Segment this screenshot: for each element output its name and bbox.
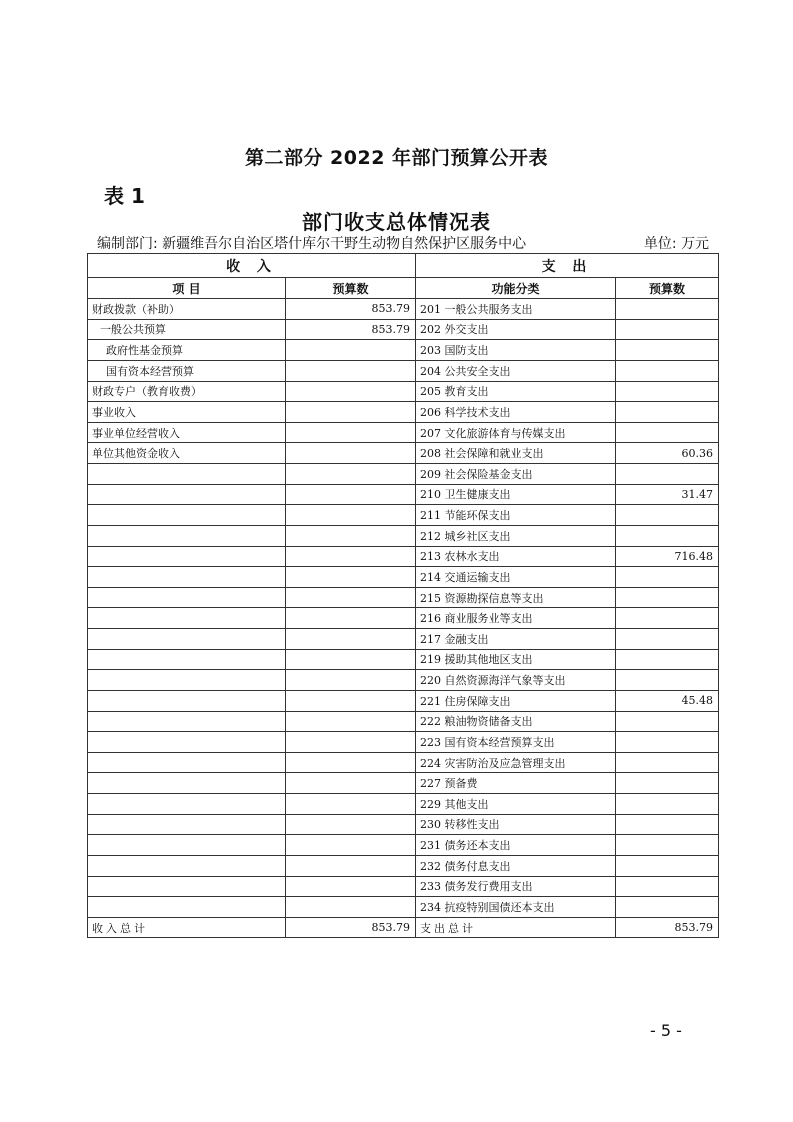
expense-item: 214 交通运输支出 <box>416 567 616 588</box>
expense-value <box>616 402 719 423</box>
expense-value <box>616 629 719 650</box>
income-item <box>88 835 286 856</box>
table-row <box>88 484 719 505</box>
budget-table <box>87 253 719 938</box>
income-value <box>286 773 416 794</box>
table-row <box>88 876 719 897</box>
expense-item: 221 住房保障支出 <box>416 690 616 711</box>
expense-item: 216 商业服务业等支出 <box>416 608 616 629</box>
income-item: 单位其他资金收入 <box>88 443 286 464</box>
expense-value <box>616 340 719 361</box>
table-row <box>88 670 719 691</box>
table-row <box>88 360 719 381</box>
expense-value <box>616 773 719 794</box>
expense-value <box>616 794 719 815</box>
expense-total-label: 支出总计 <box>416 917 616 938</box>
income-item <box>88 649 286 670</box>
table-row <box>88 381 719 402</box>
expense-item: 219 援助其他地区支出 <box>416 649 616 670</box>
income-value <box>286 464 416 485</box>
expense-total-value: 853.79 <box>616 917 719 938</box>
expense-value <box>616 835 719 856</box>
expense-item: 223 国有资本经营预算支出 <box>416 732 616 753</box>
expense-value <box>616 711 719 732</box>
income-item <box>88 670 286 691</box>
table-row <box>88 835 719 856</box>
header-income: 收 入 <box>88 254 416 278</box>
expense-value: 45.48 <box>616 690 719 711</box>
table-meta <box>97 233 709 253</box>
income-value: 853.79 <box>286 299 416 320</box>
expense-item: 215 资源勘探信息等支出 <box>416 587 616 608</box>
expense-item: 210 卫生健康支出 <box>416 484 616 505</box>
income-value <box>286 649 416 670</box>
page-number: - 5 - <box>650 1021 682 1040</box>
expense-item: 204 公共安全支出 <box>416 360 616 381</box>
income-value <box>286 711 416 732</box>
table-row <box>88 340 719 361</box>
income-item <box>88 732 286 753</box>
expense-item: 211 节能环保支出 <box>416 505 616 526</box>
income-item: 事业收入 <box>88 402 286 423</box>
table-row <box>88 814 719 835</box>
table-number: 表 1 <box>104 184 145 208</box>
income-item: 政府性基金预算 <box>88 340 286 361</box>
table-row <box>88 711 719 732</box>
header-item: 项 目 <box>88 278 286 299</box>
income-item <box>88 794 286 815</box>
expense-value: 31.47 <box>616 484 719 505</box>
expense-value <box>616 525 719 546</box>
income-total-label: 收入总计 <box>88 917 286 938</box>
expense-item: 217 金融支出 <box>416 629 616 650</box>
table-row <box>88 587 719 608</box>
income-item: 事业单位经营收入 <box>88 422 286 443</box>
header-row-sub <box>88 278 719 299</box>
income-item: 财政专户（教育收费） <box>88 381 286 402</box>
table-row <box>88 402 719 423</box>
income-value <box>286 876 416 897</box>
income-value <box>286 484 416 505</box>
table-row <box>88 773 719 794</box>
expense-item: 224 灾害防治及应急管理支出 <box>416 752 616 773</box>
header-budget: 预算数 <box>286 278 416 299</box>
income-item <box>88 484 286 505</box>
expense-value <box>616 587 719 608</box>
expense-item: 208 社会保障和就业支出 <box>416 443 616 464</box>
expense-item: 233 债务发行费用支出 <box>416 876 616 897</box>
table-row <box>88 464 719 485</box>
budget-table-body <box>88 254 719 938</box>
header-func-class: 功能分类 <box>416 278 616 299</box>
expense-value <box>616 422 719 443</box>
income-value <box>286 670 416 691</box>
table-row <box>88 443 719 464</box>
income-item <box>88 690 286 711</box>
table-row <box>88 422 719 443</box>
expense-item: 205 教育支出 <box>416 381 616 402</box>
income-value <box>286 897 416 918</box>
income-item <box>88 525 286 546</box>
table-row <box>88 299 719 320</box>
expense-value <box>616 897 719 918</box>
income-item <box>88 773 286 794</box>
income-value: 853.79 <box>286 319 416 340</box>
income-item <box>88 608 286 629</box>
expense-value <box>616 752 719 773</box>
expense-item: 230 转移性支出 <box>416 814 616 835</box>
table-row <box>88 319 719 340</box>
income-value <box>286 422 416 443</box>
expense-item: 232 债务付息支出 <box>416 855 616 876</box>
income-item <box>88 464 286 485</box>
expense-item: 207 文化旅游体育与传媒支出 <box>416 422 616 443</box>
income-item: 财政拨款（补助） <box>88 299 286 320</box>
income-item <box>88 876 286 897</box>
table-title: 部门收支总体情况表 <box>302 210 491 234</box>
income-item <box>88 814 286 835</box>
expense-item: 234 抗疫特别国债还本支出 <box>416 897 616 918</box>
income-item <box>88 897 286 918</box>
unit-label: 单位: 万元 <box>643 236 709 252</box>
expense-value <box>616 319 719 340</box>
income-value <box>286 732 416 753</box>
table-row <box>88 629 719 650</box>
expense-value <box>616 649 719 670</box>
income-value <box>286 360 416 381</box>
income-value <box>286 814 416 835</box>
table-row <box>88 794 719 815</box>
expense-item: 212 城乡社区支出 <box>416 525 616 546</box>
expense-value <box>616 670 719 691</box>
income-value <box>286 402 416 423</box>
expense-item: 203 国防支出 <box>416 340 616 361</box>
income-value <box>286 340 416 361</box>
table-row <box>88 525 719 546</box>
income-item <box>88 567 286 588</box>
income-value <box>286 835 416 856</box>
income-item: 国有资本经营预算 <box>88 360 286 381</box>
income-value <box>286 546 416 567</box>
expense-value <box>616 360 719 381</box>
expense-item: 227 预备费 <box>416 773 616 794</box>
income-value <box>286 855 416 876</box>
income-value <box>286 752 416 773</box>
table-row <box>88 567 719 588</box>
income-item <box>88 546 286 567</box>
expense-item: 201 一般公共服务支出 <box>416 299 616 320</box>
table-row <box>88 752 719 773</box>
table-row <box>88 505 719 526</box>
expense-item: 222 粮油物资储备支出 <box>416 711 616 732</box>
expense-item: 220 自然资源海洋气象等支出 <box>416 670 616 691</box>
income-item: 一般公共预算 <box>88 319 286 340</box>
compiler-label: 编制部门: 新疆维吾尔自治区塔什库尔干野生动物自然保护区服务中心 <box>97 236 527 252</box>
income-total-value: 853.79 <box>286 917 416 938</box>
table-row <box>88 855 719 876</box>
income-item <box>88 711 286 732</box>
table-row <box>88 608 719 629</box>
expense-value <box>616 567 719 588</box>
total-row <box>88 917 719 938</box>
income-item <box>88 855 286 876</box>
income-item <box>88 752 286 773</box>
expense-item: 209 社会保险基金支出 <box>416 464 616 485</box>
income-value <box>286 629 416 650</box>
income-value <box>286 587 416 608</box>
expense-value <box>616 855 719 876</box>
income-item <box>88 629 286 650</box>
income-item <box>88 505 286 526</box>
income-item <box>88 587 286 608</box>
table-row <box>88 649 719 670</box>
table-row <box>88 546 719 567</box>
income-value <box>286 443 416 464</box>
income-value <box>286 525 416 546</box>
expense-value <box>616 299 719 320</box>
table-row <box>88 897 719 918</box>
expense-value <box>616 814 719 835</box>
income-value <box>286 567 416 588</box>
expense-value <box>616 464 719 485</box>
header-budget-expense: 预算数 <box>616 278 719 299</box>
expense-item: 229 其他支出 <box>416 794 616 815</box>
expense-item: 213 农林水支出 <box>416 546 616 567</box>
table-row <box>88 732 719 753</box>
expense-value: 60.36 <box>616 443 719 464</box>
income-value <box>286 381 416 402</box>
income-value <box>286 608 416 629</box>
expense-item: 231 债务还本支出 <box>416 835 616 856</box>
expense-value <box>616 505 719 526</box>
table-row <box>88 690 719 711</box>
expense-item: 202 外交支出 <box>416 319 616 340</box>
expense-item: 206 科学技术支出 <box>416 402 616 423</box>
expense-value <box>616 732 719 753</box>
part-title: 第二部分 2022 年部门预算公开表 <box>244 147 549 169</box>
income-value <box>286 505 416 526</box>
income-value <box>286 690 416 711</box>
expense-value <box>616 608 719 629</box>
header-row-main <box>88 254 719 278</box>
expense-value: 716.48 <box>616 546 719 567</box>
expense-value <box>616 381 719 402</box>
income-value <box>286 794 416 815</box>
expense-value <box>616 876 719 897</box>
header-expense: 支 出 <box>416 254 719 278</box>
